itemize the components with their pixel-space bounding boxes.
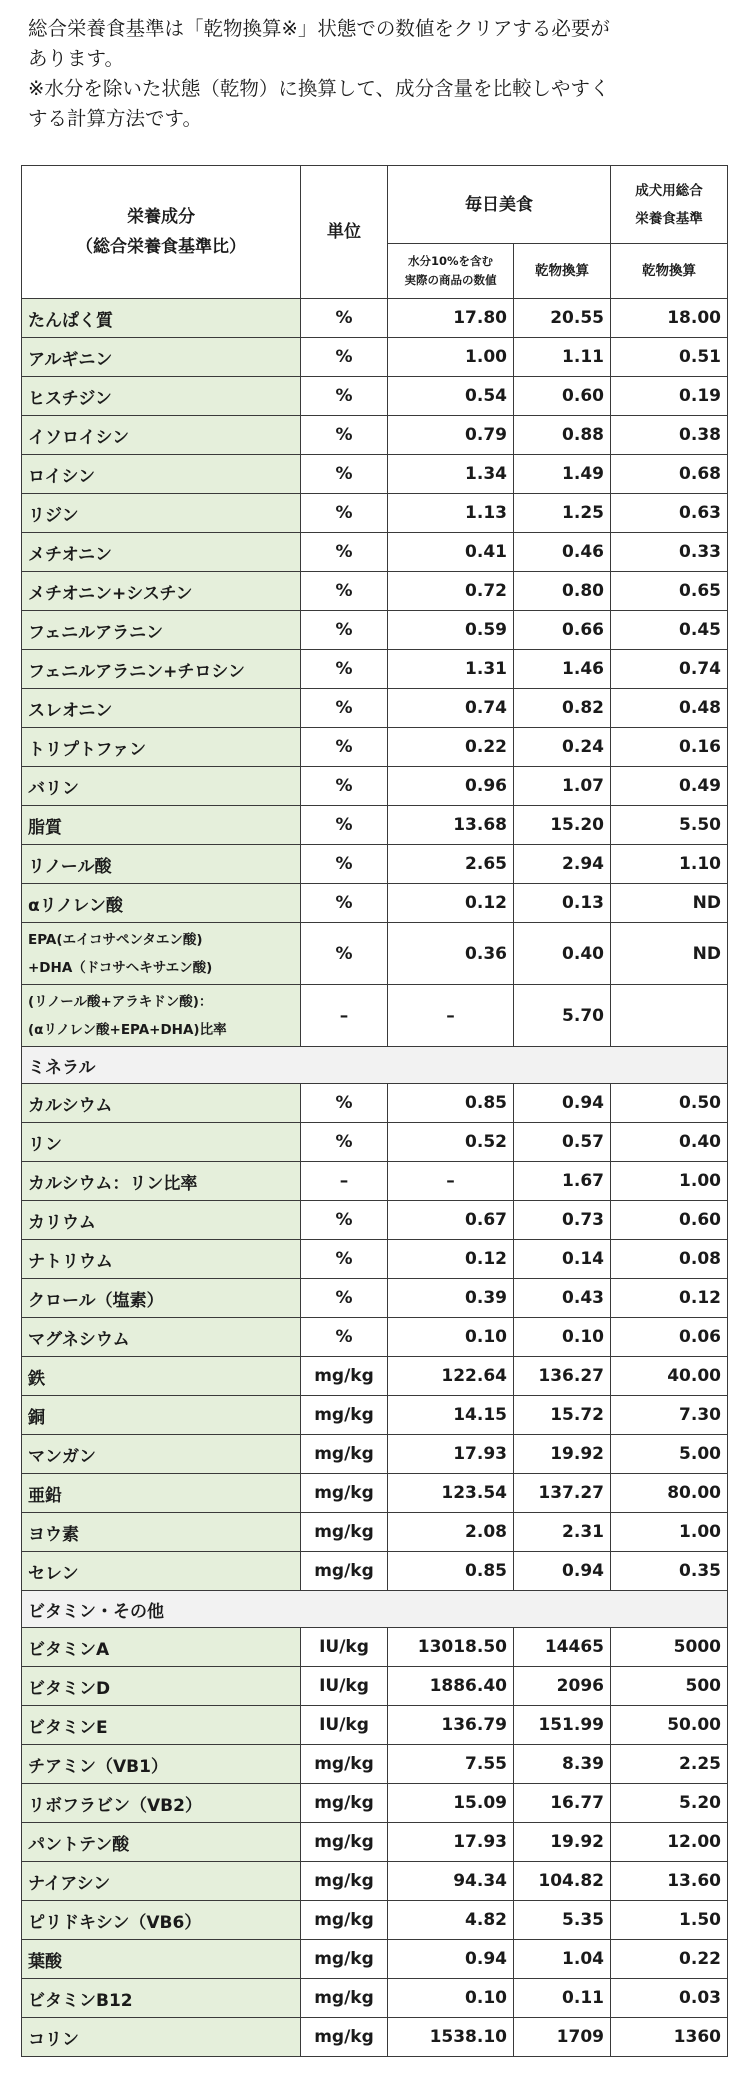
standard-value: 0.33: [611, 533, 728, 572]
table-row: [22, 1667, 728, 1706]
table-row: [22, 1318, 728, 1357]
nutrient-name: ナイアシン: [22, 1862, 301, 1901]
standard-value: 5.20: [611, 1784, 728, 1823]
header-nutrient: [22, 166, 301, 299]
unit-cell: %: [301, 728, 388, 767]
actual-value: 7.55: [388, 1745, 514, 1784]
unit-cell: %: [301, 1084, 388, 1123]
actual-value: 0.36: [388, 923, 514, 985]
nutrient-name: ビタミンE: [22, 1706, 301, 1745]
unit-cell: %: [301, 1240, 388, 1279]
table-row: [22, 1279, 728, 1318]
table-row: [22, 1628, 728, 1667]
section-title: ミネラル: [22, 1047, 728, 1084]
standard-value: 0.74: [611, 650, 728, 689]
standard-value: 0.35: [611, 1552, 728, 1591]
actual-value: 1886.40: [388, 1667, 514, 1706]
actual-value: 0.59: [388, 611, 514, 650]
nutrient-name: コリン: [22, 2018, 301, 2057]
actual-value: 0.79: [388, 416, 514, 455]
standard-value: 1.00: [611, 1513, 728, 1552]
nutrient-name: リノール酸: [22, 845, 301, 884]
standard-value: 13.60: [611, 1862, 728, 1901]
standard-value: 0.51: [611, 338, 728, 377]
dry-value: 1.67: [514, 1162, 611, 1201]
standard-value: 80.00: [611, 1474, 728, 1513]
nutrient-name: たんぱく質: [22, 299, 301, 338]
actual-value: 17.93: [388, 1435, 514, 1474]
unit-cell: IU/kg: [301, 1706, 388, 1745]
dry-value: 1.11: [514, 338, 611, 377]
dry-value: 137.27: [514, 1474, 611, 1513]
standard-value: 0.22: [611, 1940, 728, 1979]
dry-value: 1.46: [514, 650, 611, 689]
unit-cell: IU/kg: [301, 1667, 388, 1706]
dry-value: 1.04: [514, 1940, 611, 1979]
nutrient-name: トリプトファン: [22, 728, 301, 767]
actual-value: –: [388, 1162, 514, 1201]
dry-value: 0.66: [514, 611, 611, 650]
table-row: [22, 650, 728, 689]
standard-value: 0.19: [611, 377, 728, 416]
dry-value: 0.40: [514, 923, 611, 985]
unit-cell: mg/kg: [301, 1862, 388, 1901]
unit-cell: %: [301, 533, 388, 572]
actual-value: 122.64: [388, 1357, 514, 1396]
dry-value: 0.11: [514, 1979, 611, 2018]
header-nutrient-line2: （総合栄養食基準比）: [76, 237, 246, 257]
unit-cell: –: [301, 985, 388, 1047]
unit-cell: %: [301, 1318, 388, 1357]
nutrient-name: マグネシウム: [22, 1318, 301, 1357]
nutrient-name: ビタミンB12: [22, 1979, 301, 2018]
actual-value: 15.09: [388, 1784, 514, 1823]
unit-cell: %: [301, 689, 388, 728]
standard-value: ND: [611, 884, 728, 923]
standard-value: ND: [611, 923, 728, 985]
nutrient-name: αリノレン酸: [22, 884, 301, 923]
table-row: [22, 1357, 728, 1396]
dry-value: 15.20: [514, 806, 611, 845]
standard-value: [611, 985, 728, 1047]
dry-value: 0.60: [514, 377, 611, 416]
dry-value: 1.49: [514, 455, 611, 494]
nutrient-name: アルギニン: [22, 338, 301, 377]
table-row: [22, 1435, 728, 1474]
nutrition-table: [21, 165, 728, 2057]
nutrient-name: スレオニン: [22, 689, 301, 728]
table-row: [22, 767, 728, 806]
standard-value: 2.25: [611, 1745, 728, 1784]
nutrient-name: イソロイシン: [22, 416, 301, 455]
table-row: [22, 455, 728, 494]
nutrient-name: ナトリウム: [22, 1240, 301, 1279]
table-row: [22, 416, 728, 455]
dry-value: 5.70: [514, 985, 611, 1047]
dry-value: 0.73: [514, 1201, 611, 1240]
table-row: [22, 338, 728, 377]
nutrient-name: リン: [22, 1123, 301, 1162]
actual-value: 0.12: [388, 884, 514, 923]
standard-value: 40.00: [611, 1357, 728, 1396]
nutrient-name: バリン: [22, 767, 301, 806]
actual-value: 1538.10: [388, 2018, 514, 2057]
actual-value: 94.34: [388, 1862, 514, 1901]
nutrient-name: ヨウ素: [22, 1513, 301, 1552]
actual-value: 17.93: [388, 1823, 514, 1862]
unit-cell: mg/kg: [301, 1784, 388, 1823]
actual-value: 0.52: [388, 1123, 514, 1162]
dry-value: 0.43: [514, 1279, 611, 1318]
unit-cell: mg/kg: [301, 1552, 388, 1591]
unit-cell: mg/kg: [301, 1474, 388, 1513]
nutrient-name: [22, 923, 301, 985]
standard-value: 0.12: [611, 1279, 728, 1318]
standard-value: 5000: [611, 1628, 728, 1667]
table-row: [22, 985, 728, 1047]
nutrient-name-line1: EPA(エイコサペンタエン酸): [28, 931, 203, 948]
header-sub-dry: 乾物換算: [514, 244, 611, 299]
nutrient-name: 亜鉛: [22, 1474, 301, 1513]
dry-value: 0.10: [514, 1318, 611, 1357]
table-row: [22, 299, 728, 338]
header-unit: 単位: [301, 166, 388, 299]
nutrient-name: メチオニン: [22, 533, 301, 572]
standard-value: 5.00: [611, 1435, 728, 1474]
actual-value: 1.31: [388, 650, 514, 689]
standard-value: 50.00: [611, 1706, 728, 1745]
dry-value: 0.24: [514, 728, 611, 767]
nutrient-name: 銅: [22, 1396, 301, 1435]
header-nutrient-line1: 栄養成分: [127, 207, 195, 227]
table-row: [22, 1745, 728, 1784]
nutrient-name: カルシウム: [22, 1084, 301, 1123]
standard-value: 7.30: [611, 1396, 728, 1435]
dry-value: 0.94: [514, 1084, 611, 1123]
nutrient-name: リボフラビン（VB2）: [22, 1784, 301, 1823]
unit-cell: %: [301, 1201, 388, 1240]
dry-value: 8.39: [514, 1745, 611, 1784]
actual-value: 0.67: [388, 1201, 514, 1240]
header-sub-standard-dry: 乾物換算: [611, 244, 728, 299]
table-row: [22, 806, 728, 845]
unit-cell: mg/kg: [301, 1745, 388, 1784]
table-row: [22, 1396, 728, 1435]
unit-cell: mg/kg: [301, 1823, 388, 1862]
header-standard-line1: 成犬用総合: [635, 182, 703, 199]
unit-cell: mg/kg: [301, 1901, 388, 1940]
nutrient-name: フェニルアラニン+チロシン: [22, 650, 301, 689]
actual-value: 123.54: [388, 1474, 514, 1513]
dry-value: 14465: [514, 1628, 611, 1667]
nutrient-name: [22, 985, 301, 1047]
dry-value: 136.27: [514, 1357, 611, 1396]
table-row: [22, 2018, 728, 2057]
actual-value: 1.00: [388, 338, 514, 377]
table-row: [22, 1513, 728, 1552]
table-row: [22, 1940, 728, 1979]
unit-cell: mg/kg: [301, 1435, 388, 1474]
standard-value: 0.68: [611, 455, 728, 494]
actual-value: 0.39: [388, 1279, 514, 1318]
actual-value: 136.79: [388, 1706, 514, 1745]
dry-value: 1.25: [514, 494, 611, 533]
standard-value: 1.00: [611, 1162, 728, 1201]
unit-cell: mg/kg: [301, 2018, 388, 2057]
nutrient-name: 脂質: [22, 806, 301, 845]
nutrient-name: マンガン: [22, 1435, 301, 1474]
actual-value: 0.54: [388, 377, 514, 416]
dry-value: 0.46: [514, 533, 611, 572]
unit-cell: –: [301, 1162, 388, 1201]
dry-value: 2.31: [514, 1513, 611, 1552]
nutrient-name: ヒスチジン: [22, 377, 301, 416]
standard-value: 0.03: [611, 1979, 728, 2018]
standard-value: 0.60: [611, 1201, 728, 1240]
dry-value: 0.80: [514, 572, 611, 611]
nutrient-name: リジン: [22, 494, 301, 533]
nutrient-name-line2: +DHA（ドコサヘキサエン酸): [28, 959, 213, 976]
table-row: [22, 1552, 728, 1591]
header-sub-actual-line2: 実際の商品の数値: [404, 273, 497, 287]
unit-cell: mg/kg: [301, 1940, 388, 1979]
nutrient-rows-minerals: [22, 1084, 728, 1591]
standard-value: 0.49: [611, 767, 728, 806]
dry-value: 0.94: [514, 1552, 611, 1591]
standard-value: 0.45: [611, 611, 728, 650]
table-row: [22, 1240, 728, 1279]
actual-value: 4.82: [388, 1901, 514, 1940]
standard-value: 0.50: [611, 1084, 728, 1123]
nutrient-name: カルシウム：リン比率: [22, 1162, 301, 1201]
header-product: 毎日美食: [388, 166, 611, 244]
actual-value: 2.65: [388, 845, 514, 884]
dry-value: 2.94: [514, 845, 611, 884]
unit-cell: mg/kg: [301, 1513, 388, 1552]
nutrient-name-line2: (αリノレン酸+EPA+DHA)比率: [28, 1021, 227, 1038]
table-row: [22, 494, 728, 533]
fatty-acid-special-rows: [22, 923, 728, 1084]
nutrient-name: ロイシン: [22, 455, 301, 494]
unit-cell: %: [301, 416, 388, 455]
dry-value: 0.88: [514, 416, 611, 455]
nutrient-name: フェニルアラニン: [22, 611, 301, 650]
standard-value: 0.16: [611, 728, 728, 767]
standard-value: 1.10: [611, 845, 728, 884]
table-row: [22, 845, 728, 884]
dry-value: 0.57: [514, 1123, 611, 1162]
actual-value: 2.08: [388, 1513, 514, 1552]
nutrient-name: チアミン（VB1）: [22, 1745, 301, 1784]
header-sub-actual-line1: 水分10%を含む: [407, 254, 494, 268]
actual-value: 17.80: [388, 299, 514, 338]
actual-value: 0.72: [388, 572, 514, 611]
actual-value: –: [388, 985, 514, 1047]
standard-value: 12.00: [611, 1823, 728, 1862]
dry-value: 2096: [514, 1667, 611, 1706]
table-row: [22, 1979, 728, 2018]
section-title: ビタミン・その他: [22, 1591, 728, 1628]
dry-value: 19.92: [514, 1435, 611, 1474]
intro-line: する計算方法です。: [28, 107, 202, 130]
dry-value: 20.55: [514, 299, 611, 338]
standard-value: 5.50: [611, 806, 728, 845]
dry-value: 0.82: [514, 689, 611, 728]
table-row: [22, 572, 728, 611]
actual-value: 13018.50: [388, 1628, 514, 1667]
table-row: [22, 377, 728, 416]
table-row: [22, 1201, 728, 1240]
unit-cell: %: [301, 923, 388, 985]
table-row: [22, 1901, 728, 1940]
table-row: [22, 611, 728, 650]
unit-cell: %: [301, 1123, 388, 1162]
standard-value: 0.63: [611, 494, 728, 533]
actual-value: 13.68: [388, 806, 514, 845]
standard-value: 0.08: [611, 1240, 728, 1279]
table-row: [22, 533, 728, 572]
table-row: [22, 1823, 728, 1862]
actual-value: 0.96: [388, 767, 514, 806]
table-row: [22, 1706, 728, 1745]
unit-cell: %: [301, 299, 388, 338]
table-row: [22, 1123, 728, 1162]
actual-value: 0.41: [388, 533, 514, 572]
nutrient-name: パントテン酸: [22, 1823, 301, 1862]
unit-cell: mg/kg: [301, 1357, 388, 1396]
unit-cell: %: [301, 338, 388, 377]
table-row: [22, 1162, 728, 1201]
table-row: [22, 884, 728, 923]
standard-value: 1360: [611, 2018, 728, 2057]
table-row: [22, 923, 728, 985]
intro-line: 総合栄養食基準は「乾物換算※」状態での数値をクリアする必要が: [28, 17, 610, 40]
intro-text: [28, 14, 728, 134]
table-row: [22, 1084, 728, 1123]
unit-cell: %: [301, 806, 388, 845]
nutrient-name: セレン: [22, 1552, 301, 1591]
actual-value: 0.85: [388, 1552, 514, 1591]
unit-cell: %: [301, 767, 388, 806]
section-row-minerals: [22, 1047, 728, 1084]
standard-value: 0.38: [611, 416, 728, 455]
actual-value: 14.15: [388, 1396, 514, 1435]
unit-cell: %: [301, 845, 388, 884]
header-sub-actual: [388, 244, 514, 299]
actual-value: 0.74: [388, 689, 514, 728]
header-standard: [611, 166, 728, 244]
nutrient-rows-vitamins: [22, 1628, 728, 2057]
standard-value: 500: [611, 1667, 728, 1706]
dry-value: 5.35: [514, 1901, 611, 1940]
unit-cell: mg/kg: [301, 1396, 388, 1435]
standard-value: 0.65: [611, 572, 728, 611]
actual-value: 1.13: [388, 494, 514, 533]
table-row: [22, 689, 728, 728]
standard-value: 1.50: [611, 1901, 728, 1940]
unit-cell: IU/kg: [301, 1628, 388, 1667]
actual-value: 0.12: [388, 1240, 514, 1279]
dry-value: 0.14: [514, 1240, 611, 1279]
nutrient-name: クロール（塩素）: [22, 1279, 301, 1318]
intro-line: ※水分を除いた状態（乾物）に換算して、成分含量を比較しやすく: [28, 77, 610, 100]
unit-cell: %: [301, 455, 388, 494]
dry-value: 151.99: [514, 1706, 611, 1745]
vitamin-section-header: [22, 1591, 728, 1628]
nutrient-name: 鉄: [22, 1357, 301, 1396]
nutrient-name: 葉酸: [22, 1940, 301, 1979]
dry-value: 16.77: [514, 1784, 611, 1823]
nutrient-name-line1: (リノール酸+アラキドン酸)：: [28, 993, 213, 1010]
unit-cell: %: [301, 650, 388, 689]
unit-cell: %: [301, 1279, 388, 1318]
standard-value: 0.06: [611, 1318, 728, 1357]
nutrient-name: ビタミンD: [22, 1667, 301, 1706]
unit-cell: %: [301, 377, 388, 416]
standard-value: 0.40: [611, 1123, 728, 1162]
nutrient-name: ビタミンA: [22, 1628, 301, 1667]
unit-cell: mg/kg: [301, 1979, 388, 2018]
actual-value: 0.10: [388, 1318, 514, 1357]
standard-value: 0.48: [611, 689, 728, 728]
nutrient-name: メチオニン+シスチン: [22, 572, 301, 611]
dry-value: 1.07: [514, 767, 611, 806]
unit-cell: %: [301, 494, 388, 533]
intro-line: あります。: [28, 47, 124, 70]
table-row: [22, 728, 728, 767]
dry-value: 1709: [514, 2018, 611, 2057]
nutrient-name: ピリドキシン（VB6）: [22, 1901, 301, 1940]
nutrient-name: カリウム: [22, 1201, 301, 1240]
nutrient-rows-basic: [22, 299, 728, 923]
actual-value: 0.22: [388, 728, 514, 767]
dry-value: 104.82: [514, 1862, 611, 1901]
section-row-vitamins: [22, 1591, 728, 1628]
actual-value: 0.10: [388, 1979, 514, 2018]
dry-value: 0.13: [514, 884, 611, 923]
unit-cell: %: [301, 572, 388, 611]
dry-value: 19.92: [514, 1823, 611, 1862]
actual-value: 1.34: [388, 455, 514, 494]
standard-value: 18.00: [611, 299, 728, 338]
unit-cell: %: [301, 611, 388, 650]
header-standard-line2: 栄養食基準: [635, 210, 703, 227]
actual-value: 0.85: [388, 1084, 514, 1123]
dry-value: 15.72: [514, 1396, 611, 1435]
table-row: [22, 1474, 728, 1513]
table-row: [22, 1784, 728, 1823]
unit-cell: %: [301, 884, 388, 923]
table-row: [22, 1862, 728, 1901]
actual-value: 0.94: [388, 1940, 514, 1979]
